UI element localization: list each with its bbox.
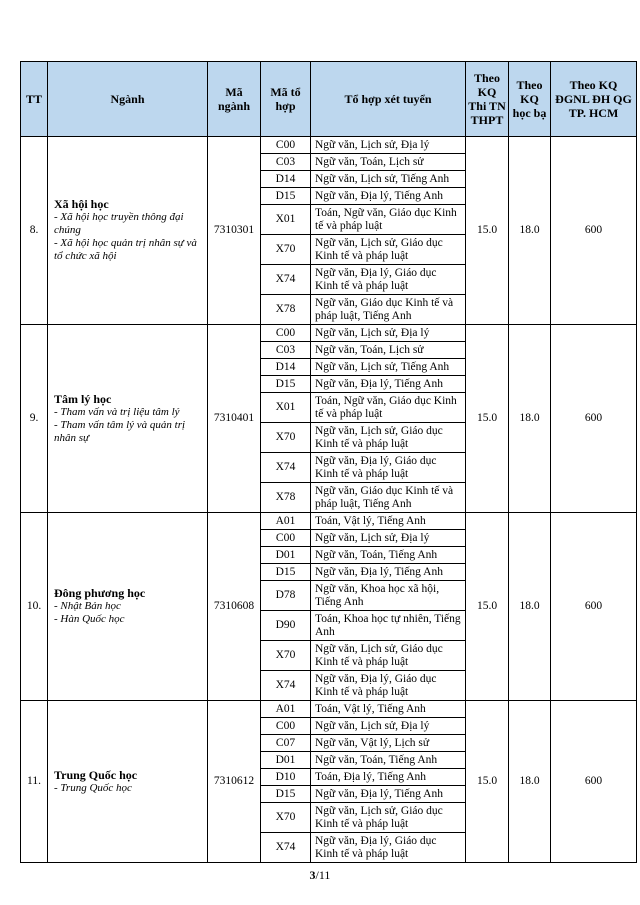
combo-code: X01 xyxy=(261,205,311,235)
combo-code: X74 xyxy=(261,265,311,295)
major-name: Trung Quốc học xyxy=(54,767,138,782)
specialization: - Nhật Bản học xyxy=(54,600,121,612)
table-body xyxy=(21,137,637,863)
major-name: Tâm lý học xyxy=(54,391,112,406)
major-cell xyxy=(48,513,208,701)
page-total: /11 xyxy=(315,868,331,882)
combo-subjects: Ngữ văn, Địa lý, Tiếng Anh xyxy=(311,786,466,803)
col-thpt: Theo KQ Thi TN THPT xyxy=(466,62,509,137)
combo-code: A01 xyxy=(261,701,311,718)
combo-subjects: Ngữ văn, Lịch sử, Tiếng Anh xyxy=(311,171,466,188)
combo-subjects: Ngữ văn, Khoa học xã hội, Tiếng Anh xyxy=(311,581,466,611)
specialization: - Xã hội học truyền thông đại chúng xyxy=(54,211,184,236)
score-hoc-ba: 18.0 xyxy=(509,137,551,325)
combo-subjects: Ngữ văn, Địa lý, Tiếng Anh xyxy=(311,564,466,581)
score-thpt: 15.0 xyxy=(466,701,509,863)
combo-code: D10 xyxy=(261,769,311,786)
combo-code: C03 xyxy=(261,154,311,171)
combo-code: C07 xyxy=(261,735,311,752)
col-nganh: Ngành xyxy=(48,62,208,137)
combo-code: D14 xyxy=(261,359,311,376)
major-cell xyxy=(48,137,208,325)
combo-code: X70 xyxy=(261,235,311,265)
combo-code: X74 xyxy=(261,833,311,863)
combo-code: C00 xyxy=(261,325,311,342)
combo-subjects: Toán, Khoa học tự nhiên, Tiếng Anh xyxy=(311,611,466,641)
combo-subjects: Ngữ văn, Địa lý, Giáo dục Kinh tế và pháp luật xyxy=(311,833,466,863)
combo-subjects: Ngữ văn, Lịch sử, Giáo dục Kinh tế và pháp luật xyxy=(311,423,466,453)
combo-subjects: Ngữ văn, Lịch sử, Địa lý xyxy=(311,137,466,154)
combo-code: X70 xyxy=(261,423,311,453)
page-current: 3 xyxy=(309,868,316,882)
score-hoc-ba: 18.0 xyxy=(509,701,551,863)
combo-code: D15 xyxy=(261,376,311,393)
table-row xyxy=(21,701,637,718)
col-ma-to-hop: Mã tổ hợp xyxy=(261,62,311,137)
combo-code: C00 xyxy=(261,137,311,154)
table-row xyxy=(21,137,637,154)
combo-code: C00 xyxy=(261,530,311,547)
major-code: 7310301 xyxy=(208,137,261,325)
major-cell xyxy=(48,701,208,863)
combo-code: X78 xyxy=(261,295,311,325)
combo-subjects: Toán, Ngữ văn, Giáo dục Kinh tế và pháp luật xyxy=(311,393,466,423)
specialization: - Hàn Quốc học xyxy=(54,613,125,625)
combo-subjects: Ngữ văn, Địa lý, Giáo dục Kinh tế và pháp luật xyxy=(311,453,466,483)
table-row xyxy=(21,513,637,530)
combo-code: X01 xyxy=(261,393,311,423)
combo-code: D15 xyxy=(261,786,311,803)
major-name: Xã hội học xyxy=(54,197,109,211)
major-tt: 11. xyxy=(21,701,48,863)
combo-code: X70 xyxy=(261,803,311,833)
combo-subjects: Ngữ văn, Lịch sử, Địa lý xyxy=(311,718,466,735)
combo-code: C03 xyxy=(261,342,311,359)
page-number xyxy=(0,868,640,883)
combo-subjects: Ngữ văn, Địa lý, Tiếng Anh xyxy=(311,188,466,205)
combo-subjects: Ngữ văn, Lịch sử, Địa lý xyxy=(311,325,466,342)
combo-code: X78 xyxy=(261,483,311,513)
combo-code: D01 xyxy=(261,547,311,564)
combo-subjects: Ngữ văn, Giáo dục Kinh tế và pháp luật, Tiếng Anh xyxy=(311,483,466,513)
specialization: - Tham vấn tâm lý và quản trị nhân sự xyxy=(54,418,186,444)
col-dgnl: Theo KQ ĐGNL ĐH QG TP. HCM xyxy=(551,62,637,137)
combo-subjects: Ngữ văn, Lịch sử, Tiếng Anh xyxy=(311,359,466,376)
combo-subjects: Ngữ văn, Lịch sử, Giáo dục Kinh tế và pháp luật xyxy=(311,803,466,833)
score-dgnl: 600 xyxy=(551,325,637,513)
major-cell xyxy=(48,325,208,513)
score-dgnl: 600 xyxy=(551,137,637,325)
specialization: - Trung Quốc học xyxy=(54,781,132,794)
col-hoc-ba: Theo KQ học bạ xyxy=(509,62,551,137)
combo-code: D01 xyxy=(261,752,311,769)
combo-code: X74 xyxy=(261,453,311,483)
major-code: 7310401 xyxy=(208,325,261,513)
combo-code: D15 xyxy=(261,564,311,581)
combo-subjects: Ngữ văn, Địa lý, Tiếng Anh xyxy=(311,376,466,393)
combo-subjects: Ngữ văn, Lịch sử, Địa lý xyxy=(311,530,466,547)
combo-subjects: Toán, Địa lý, Tiếng Anh xyxy=(311,769,466,786)
admission-table xyxy=(20,61,637,863)
combo-code: A01 xyxy=(261,513,311,530)
major-tt: 10. xyxy=(21,513,48,701)
combo-subjects: Ngữ văn, Lịch sử, Giáo dục Kinh tế và pháp luật xyxy=(311,235,466,265)
major-name: Đông phương học xyxy=(54,586,146,600)
combo-code: D14 xyxy=(261,171,311,188)
score-hoc-ba: 18.0 xyxy=(509,513,551,701)
major-tt: 8. xyxy=(21,137,48,325)
score-dgnl: 600 xyxy=(551,701,637,863)
combo-code: D90 xyxy=(261,611,311,641)
combo-subjects: Ngữ văn, Toán, Lịch sử xyxy=(311,154,466,171)
col-tt: TT xyxy=(21,62,48,137)
combo-subjects: Ngữ văn, Vật lý, Lịch sử xyxy=(311,735,466,752)
combo-subjects: Toán, Ngữ văn, Giáo dục Kinh tế và pháp luật xyxy=(311,205,466,235)
table-row xyxy=(21,325,637,342)
major-tt: 9. xyxy=(21,325,48,513)
header-row xyxy=(21,62,637,137)
combo-subjects: Toán, Vật lý, Tiếng Anh xyxy=(311,513,466,530)
combo-code: C00 xyxy=(261,718,311,735)
specialization: - Xã hội học quản trị nhân sự và tổ chức xã hội xyxy=(54,237,197,262)
combo-subjects: Ngữ văn, Giáo dục Kinh tế và pháp luật, Tiếng Anh xyxy=(311,295,466,325)
combo-subjects: Ngữ văn, Địa lý, Giáo dục Kinh tế và pháp luật xyxy=(311,265,466,295)
col-to-hop: Tổ hợp xét tuyển xyxy=(311,62,466,137)
score-thpt: 15.0 xyxy=(466,325,509,513)
score-hoc-ba: 18.0 xyxy=(509,325,551,513)
score-thpt: 15.0 xyxy=(466,137,509,325)
score-thpt: 15.0 xyxy=(466,513,509,701)
specialization: - Tham vấn và trị liệu tâm lý xyxy=(54,405,180,418)
combo-subjects: Ngữ văn, Toán, Lịch sử xyxy=(311,342,466,359)
combo-subjects: Ngữ văn, Toán, Tiếng Anh xyxy=(311,752,466,769)
col-ma-nganh: Mã ngành xyxy=(208,62,261,137)
combo-code: D15 xyxy=(261,188,311,205)
combo-code: X74 xyxy=(261,671,311,701)
major-code: 7310608 xyxy=(208,513,261,701)
combo-code: D78 xyxy=(261,581,311,611)
major-code: 7310612 xyxy=(208,701,261,863)
combo-subjects: Ngữ văn, Toán, Tiếng Anh xyxy=(311,547,466,564)
combo-code: X70 xyxy=(261,641,311,671)
score-dgnl: 600 xyxy=(551,513,637,701)
combo-subjects: Toán, Vật lý, Tiếng Anh xyxy=(311,701,466,718)
combo-subjects: Ngữ văn, Lịch sử, Giáo dục Kinh tế và pháp luật xyxy=(311,641,466,671)
combo-subjects: Ngữ văn, Địa lý, Giáo dục Kinh tế và pháp luật xyxy=(311,671,466,701)
